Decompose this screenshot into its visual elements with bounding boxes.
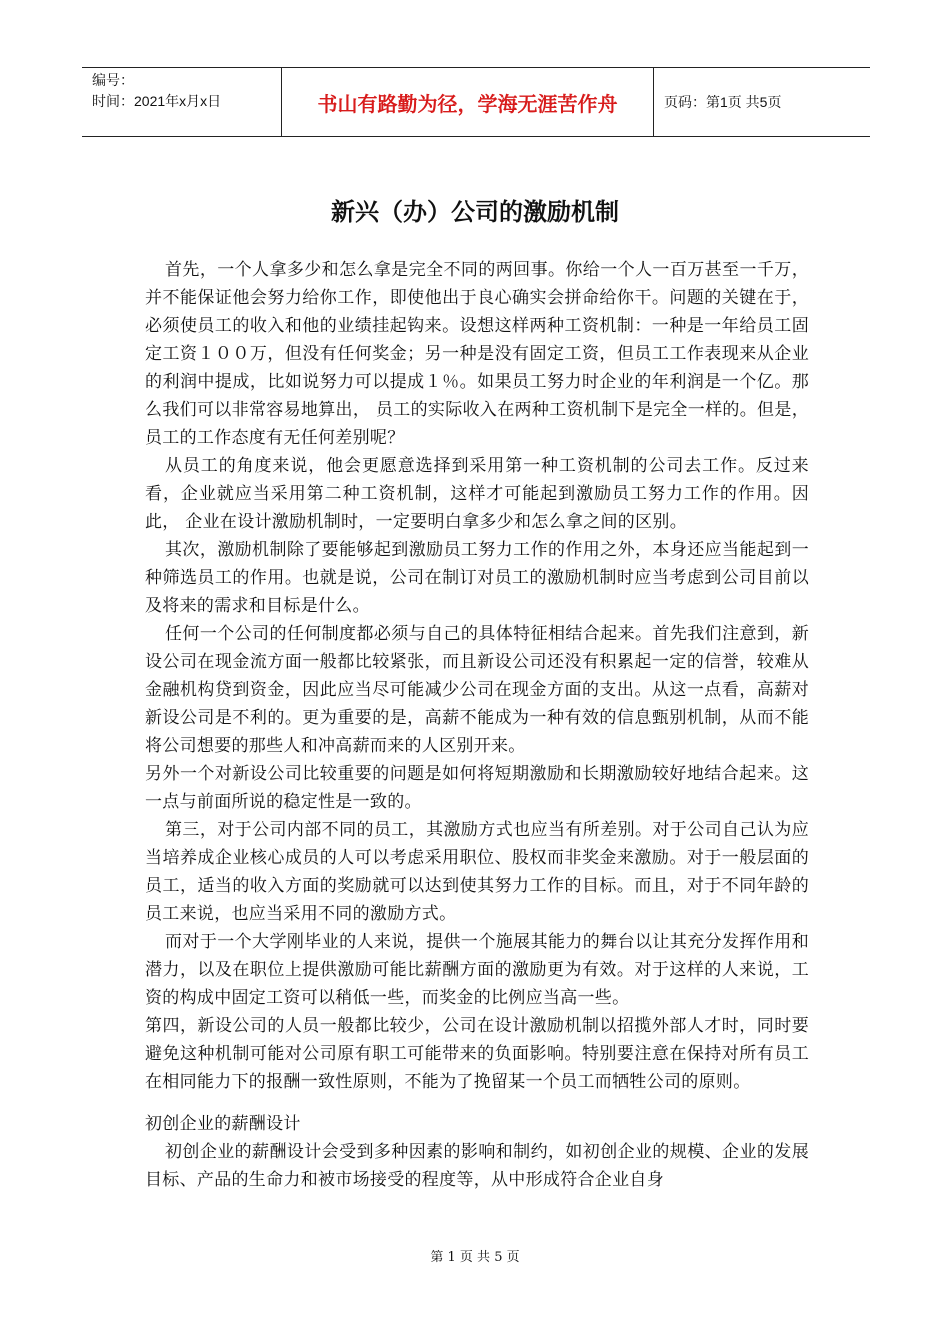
document-title: 新兴（办）公司的激励机制 <box>331 198 619 226</box>
number-label: 编号： <box>92 72 134 88</box>
date-label: 时间：2021年x月x日 <box>92 93 222 109</box>
document-body <box>145 256 809 1194</box>
page-footer: 第 1 页 共 5 页 <box>430 1250 520 1265</box>
paragraph: 从员工的角度来说，他会更愿意选择到采用第一种工资机制的公司去工作。反过来看，企业就应当采用第二种工资机制，这样才可能起到激励员工努力工作的作用。因此， 企业在设计激励机制时，一定要明白拿多少和怎么拿之间的区别。 <box>145 456 809 532</box>
header-page-info: 页码：第1页 共5页 <box>664 94 782 110</box>
paragraph: 首先，一个人拿多少和怎么拿是完全不同的两回事。你给一个人一百万甚至一千万，并不能保证他会努力给你工作，即使他出于良心确实会拼命给你干。问题的关键在于，必须使员工的收入和他的业绩挂起钩来。设想这样两种工资机制：一种是一年给员工固定工资１００万，但没有任何奖金；另一种是没有固定工资，但员工工作表现来从企业的利润中提成，比如说努力可以提成１％。如果员工努力时企业的年利润是一个亿。那么我们可以非常容易地算出， 员工的实际收入在两种工资机制下是完全一样的。但是，员工的工作态度有无任何差别呢？ <box>145 260 809 448</box>
header-motto: 书山有路勤为径，学海无涯苦作舟 <box>282 68 654 136</box>
paragraph: 第四，新设公司的人员一般都比较少，公司在设计激励机制以招揽外部人才时，同时要避免这种机制可能对公司原有职工可能带来的负面影响。特别要注意在保持对所有员工在相同能力下的报酬一致性原则，不能为了挽留某一个员工而牺牲公司的原则。 <box>145 1016 809 1092</box>
paragraph: 任何一个公司的任何制度都必须与自己的具体特征相结合起来。首先我们注意到，新设公司在现金流方面一般都比较紧张，而且新设公司还没有积累起一定的信誉，较难从金融机构贷到资金，因此应当尽可能减少公司在现金方面的支出。从这一点看，高薪对新设公司是不利的。更为重要的是，高薪不能成为一种有效的信息甄别机制，从而不能将公司想要的那些人和冲高薪而来的人区别开来。 <box>145 624 809 756</box>
section-heading: 初创企业的薪酬设计 <box>145 1114 301 1134</box>
page-header <box>82 67 870 137</box>
paragraph: 第三，对于公司内部不同的员工，其激励方式也应当有所差别。对于公司自己认为应当培养成企业核心成员的人可以考虑采用职位、股权而非奖金来激励。对于一般层面的员工，适当的收入方面的奖励就可以达到使其努力工作的目标。而且，对于不同年龄的员工来说，也应当采用不同的激励方式。 <box>145 820 809 924</box>
paragraph: 其次，激励机制除了要能够起到激励员工努力工作的作用之外，本身还应当能起到一种筛选员工的作用。也就是说，公司在制订对员工的激励机制时应当考虑到公司目前以及将来的需求和目标是什么。 <box>145 540 809 616</box>
paragraph: 初创企业的薪酬设计会受到多种因素的影响和制约，如初创企业的规模、企业的发展目标、产品的生命力和被市场接受的程度等，从中形成符合企业自身 <box>145 1142 809 1190</box>
header-meta <box>82 68 282 136</box>
paragraph: 另外一个对新设公司比较重要的问题是如何将短期激励和长期激励较好地结合起来。这一点与前面所说的稳定性是一致的。 <box>145 764 809 812</box>
paragraph: 而对于一个大学刚毕业的人来说，提供一个施展其能力的舞台以让其充分发挥作用和潜力，以及在职位上提供激励可能比薪酬方面的激励更为有效。对于这样的人来说，工资的构成中固定工资可以稍低一些，而奖金的比例应当高一些。 <box>145 932 809 1008</box>
